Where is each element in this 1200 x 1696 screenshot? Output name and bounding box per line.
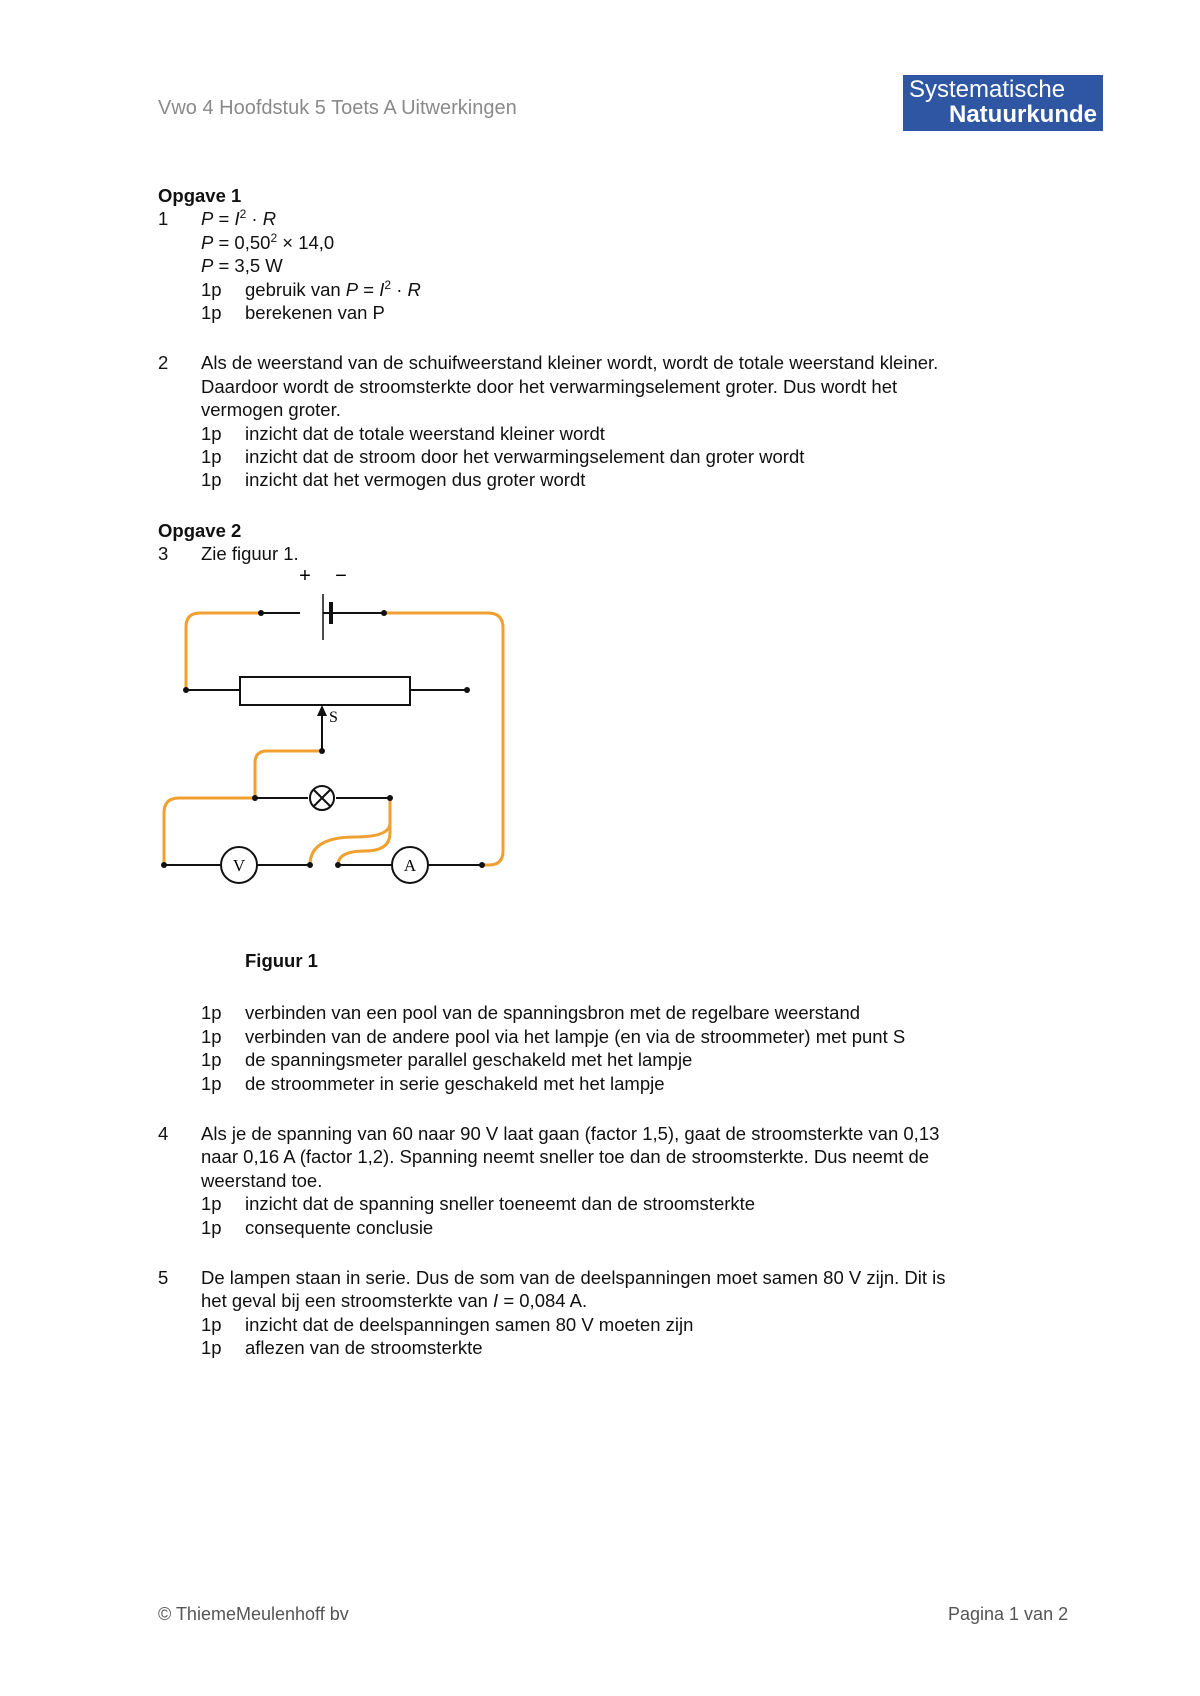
junction-dot xyxy=(252,795,258,801)
q2-point: 1p inzicht dat de stroom door het verwarmingselement dan groter wordt xyxy=(201,445,805,467)
logo-line-2: Natuurkunde xyxy=(948,101,1097,128)
battery-minus-label: − xyxy=(335,565,347,588)
junction-dot xyxy=(381,610,387,616)
junction-dot xyxy=(387,795,393,801)
wire-battery-to-ammeter xyxy=(384,613,503,865)
junction-dot xyxy=(183,687,189,693)
q3-point: 1p de stroommeter in serie geschakeld met het lampje xyxy=(201,1072,665,1094)
slider-arrow-icon xyxy=(317,705,327,716)
battery-plus-label: + xyxy=(299,565,311,588)
opgave-1-heading: Opgave 1 xyxy=(158,185,242,206)
document-title: Vwo 4 Hoofdstuk 5 Toets A Uitwerkingen xyxy=(158,97,517,119)
figure-caption: Figuur 1 xyxy=(245,950,318,972)
q2-point: 1p inzicht dat de totale weerstand kleiner wordt xyxy=(201,422,605,444)
junction-dot xyxy=(335,862,341,868)
q4-text-line: weerstand toe. xyxy=(201,1169,323,1191)
q3-number: 3 xyxy=(158,543,169,565)
q1-formula: 1 $P = I^2 \cdot R$ xyxy=(158,207,277,230)
q3-point: 1p de spanningsmeter parallel geschakeld met het lampje xyxy=(201,1049,693,1071)
q4-point: 1p inzicht dat de spanning sneller toeneemt dan de stroomsterkte xyxy=(201,1193,756,1215)
junction-dot xyxy=(307,862,313,868)
rheostat-body xyxy=(240,677,410,705)
voltmeter-label: V xyxy=(232,856,246,876)
q5-number: 5 xyxy=(158,1266,169,1288)
q2-point: 1p inzicht dat het vermogen dus groter wordt xyxy=(201,469,586,491)
q3-text: 3 Zie figuur 1. xyxy=(158,543,299,565)
q2-text-line: vermogen groter. xyxy=(201,399,341,421)
opgave-2-heading: Opgave 2 xyxy=(158,519,242,541)
logo-line-1: Systematische xyxy=(909,76,1066,103)
ammeter-label: A xyxy=(403,856,417,876)
junction-dot xyxy=(479,862,485,868)
q5-text-line: 5 De lampen staan in serie. Dus de som van de deelspanningen moet samen 80 V zijn. Dit is xyxy=(158,1266,946,1288)
junction-dot xyxy=(464,687,470,693)
q3-point: 1p verbinden van de andere pool via het lampje (en via de stroommeter) met punt S xyxy=(201,1025,906,1047)
q4-number: 4 xyxy=(158,1123,169,1145)
q1-result: P = 3,5 W xyxy=(201,255,283,277)
q2-text-line: 2 Als de weerstand van de schuifweerstand kleiner wordt, wordt de totale weerstand kleiner. xyxy=(158,352,939,374)
q1-point: 1p berekenen van P xyxy=(201,301,385,323)
junction-dot xyxy=(258,610,264,616)
q1-point: 1p gebruik van $P = I^2 \cdot R$ xyxy=(201,277,421,300)
junction-dot xyxy=(161,862,167,868)
figure-1 xyxy=(158,565,1058,943)
circuit-diagram xyxy=(155,565,535,943)
q1-substitution: $P = 0,50^2 \times 14,0$ xyxy=(201,230,335,253)
q1-number: 1 xyxy=(158,208,169,230)
q2-text-line: Daardoor wordt de stroomsterkte door het verwarmingselement groter. Dus wordt het xyxy=(201,375,898,397)
publisher-logo xyxy=(903,75,1103,131)
q3-point: 1p verbinden van een pool van de spanningsbron met de regelbare weerstand xyxy=(201,1002,861,1024)
slider-label: S xyxy=(329,709,338,727)
q5-point: 1p inzicht dat de deelspanningen samen 80 V moeten zijn xyxy=(201,1313,694,1335)
copyright-footer: © ThiemeMeulenhoff bv xyxy=(158,1604,349,1624)
q2-number: 2 xyxy=(158,352,169,374)
wire-battery-to-rheostat xyxy=(186,613,261,690)
junction-dot xyxy=(319,748,325,754)
q4-text-line: naar 0,16 A (factor 1,2). Spanning neemt sneller toe dan de stroomsterkte. Dus neemt de xyxy=(201,1146,930,1168)
q4-text-line: 4 Als je de spanning van 60 naar 90 V laat gaan (factor 1,5), gaat de stroomsterkte van 0,13 xyxy=(158,1123,940,1145)
page-number: Pagina 1 van 2 xyxy=(948,1604,1069,1624)
answer-content xyxy=(158,184,1058,1360)
wire-lamp-to-voltmeter-right xyxy=(310,798,390,865)
q5-point: 1p aflezen van de stroomsterkte xyxy=(201,1337,483,1359)
q4-point: 1p consequente conclusie xyxy=(201,1216,434,1238)
q5-text-line: het geval bij een stroomsterkte van I = 0,084 A. xyxy=(201,1290,588,1312)
